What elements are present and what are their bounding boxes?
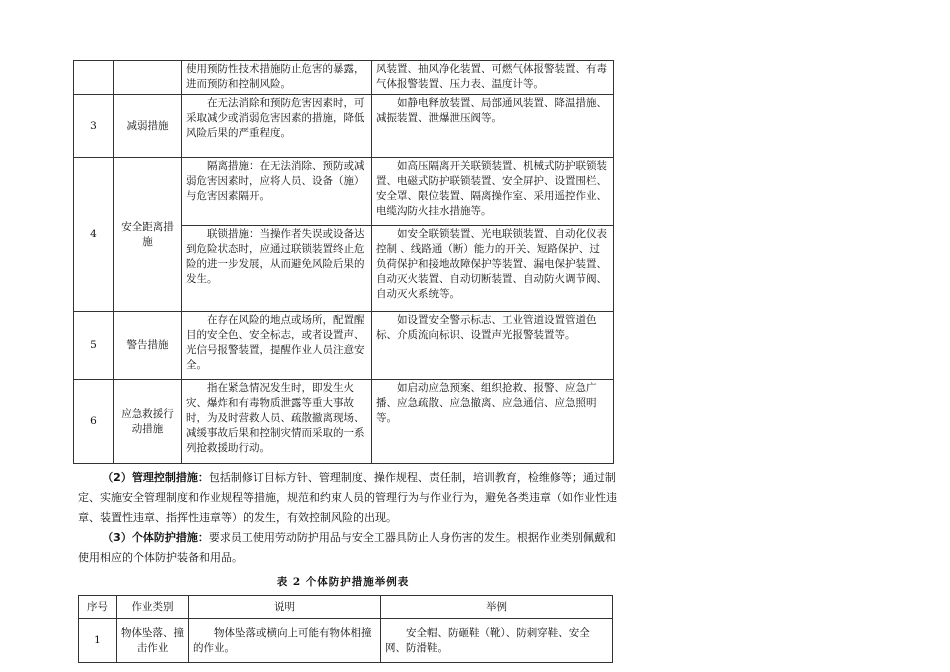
measure-name: 安全距离措施 (114, 158, 182, 312)
personal-protection-table (78, 595, 613, 663)
paragraph-heading: （3）个体防护措施： (102, 531, 209, 544)
column-header: 序号 (79, 596, 117, 619)
table-row (79, 619, 613, 663)
work-category: 物体坠落、撞击作业 (117, 619, 189, 663)
measure-example: 如高压隔离开关联锁装置、机械式防护联锁装置、电磁式防护联锁装置、安全屏护、设置围栏、安全罩、限位装置、隔离操作室、采用遥控作业、电缆沟防火挂水措施等。 (372, 158, 614, 226)
measure-example: 如启动应急预案、组织抢救、报警、应急广播、应急疏散、应急撤离、应急通信、应急照明等。 (372, 380, 614, 464)
row-number: 6 (74, 380, 114, 464)
management-control-paragraph (78, 468, 626, 528)
measure-example: 如静电释放装置、局部通风装置、降温措施、减振装置、泄爆泄压阀等。 (372, 95, 614, 158)
measure-example: 如设置安全警示标志、工业管道设置管道色标、介质流向标识、设置声光报警装置等。 (372, 312, 614, 380)
table-row (74, 61, 614, 95)
measure-name: 应急救援行动措施 (114, 380, 182, 464)
measure-example: 如安全联锁装置、光电联锁装置、自动化仪表控制 、线路通（断）能力的开关、短路保护、过负荷保护和接地故障保护等装置、漏电保护装置、自动灭火装置、自动切断装置、自动防火调节阀、自动灭火系统等。 (372, 226, 614, 312)
measure-name (114, 61, 182, 95)
paragraph-text: 包括制修订目标方针、管理制度、操作规程、责任制，培训教育，检维修等；通过制定、实施安全管理制度和作业规程等措施，规范和约束人员的管理行为与作业行为，避免各类违章（如作业性违章、装置性违章、指挥性违章等）的发生，有效控制风险的出现。 (78, 471, 617, 524)
row-number: 5 (74, 312, 114, 380)
measure-description: 指在紧急情况发生时，即发生火灾、爆炸和有毒物质泄露等重大事故时，为及时营救人员、疏散撤离现场、减缓事故后果和控制灾情而采取的一系列抢救援助行动。 (182, 380, 372, 464)
table-row (74, 95, 614, 158)
measure-description: 联锁措施：当操作者失误或设备达到危险状态时，应通过联锁装置终止危险的进一步发展，从而避免风险后果的发生。 (182, 226, 372, 312)
measure-description: 隔离措施：在无法消除、预防或减弱危害因素时，应将人员、设备（施）与危害因素隔开。 (182, 158, 372, 226)
table-row (74, 380, 614, 464)
paragraph-heading: （2）管理控制措施： (102, 471, 209, 484)
category-description: 物体坠落或横向上可能有物体相撞的作业。 (189, 619, 381, 663)
measure-description: 使用预防性技术措施防止危害的暴露，进而预防和控制风险。 (182, 61, 372, 95)
column-header: 举例 (381, 596, 613, 619)
risk-control-table (73, 60, 614, 464)
table-header-row (79, 596, 613, 619)
paragraph-text: 要求员工使用劳动防护用品与安全工器具防止人身伤害的发生。根据作业类别佩戴和使用相应的个体防护装备和用品。 (78, 531, 616, 564)
table-row (74, 312, 614, 380)
column-header: 作业类别 (117, 596, 189, 619)
personal-protection-paragraph (78, 528, 626, 568)
row-number (74, 61, 114, 95)
table-caption: 表 2 个体防护措施举例表 (276, 576, 410, 588)
protection-example: 安全帽、防砸鞋（靴）、防刺穿鞋、安全网、防滑鞋。 (381, 619, 613, 663)
column-header: 说明 (189, 596, 381, 619)
row-number: 3 (74, 95, 114, 158)
row-number: 4 (74, 158, 114, 312)
measure-name: 减弱措施 (114, 95, 182, 158)
measure-description: 在存在风险的地点或场所，配置醒目的安全色、安全标志，或者设置声、光信号报警装置，提醒作业人员注意安全。 (182, 312, 372, 380)
measure-name: 警告措施 (114, 312, 182, 380)
measure-description: 在无法消除和预防危害因素时，可采取减少或消弱危害因素的措施，降低风险后果的严重程度。 (182, 95, 372, 158)
row-number: 1 (79, 619, 117, 663)
measure-example: 风装置、抽风净化装置、可燃气体报警装置、有毒气体报警装置、压力表、温度计等。 (372, 61, 614, 95)
table-row (74, 158, 614, 226)
